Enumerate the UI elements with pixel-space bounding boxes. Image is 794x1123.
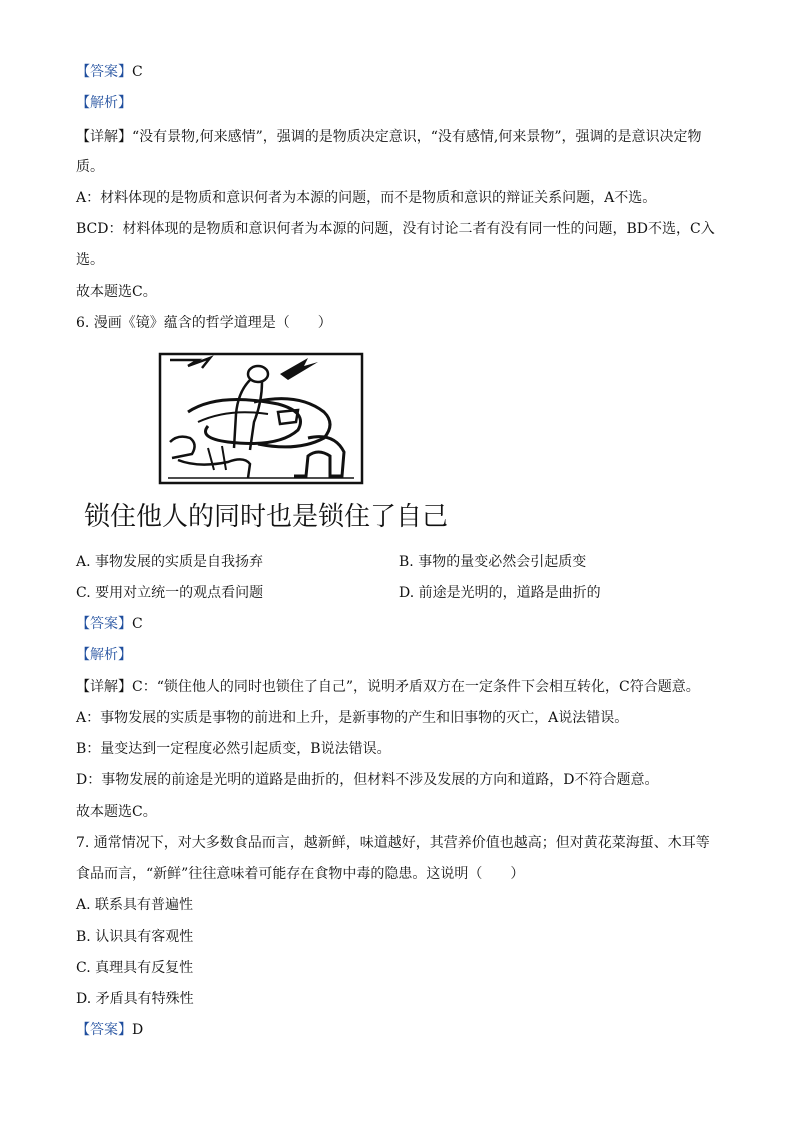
q6-conclusion: 故本题选C。 <box>76 804 157 820</box>
q6-option-d: D. 前途是光明的，道路是曲折的 <box>399 585 601 601</box>
q5-answer <box>76 62 143 82</box>
answer-value: C <box>132 64 143 80</box>
q5-option-bcd-analysis: BCD：材料体现的是物质和意识何者为本源的问题，没有讨论二者有没有同一性的问题，BD不选，C入 <box>76 221 715 237</box>
q5-detail <box>76 127 702 147</box>
detail-text: “没有景物,何来感情”，强调的是物质决定意识，“没有感情,何来景物”，强调的是意识决定物 <box>132 129 702 145</box>
q6-option-c: C. 要用对立统一的观点看问题 <box>76 585 264 601</box>
q5-option-bcd-analysis-cont: 选。 <box>76 252 104 268</box>
q6-answer <box>76 614 143 634</box>
cartoon-mirror-image <box>158 352 364 485</box>
q7-question: 7. 通常情况下，对大多数食品而言，越新鲜，味道越好，其营养价值也越高；但对黄花菜海蜇、木耳等 <box>76 835 710 851</box>
q6-question: 6. 漫画《镜》蕴含的哲学道理是（ ） <box>76 315 332 331</box>
q7-option-c: C. 真理具有反复性 <box>76 960 194 976</box>
q7-option-a: A. 联系具有普遍性 <box>76 897 194 913</box>
detail-text: C：“锁住他人的同时也锁住了自己”，说明矛盾双方在一定条件下会相互转化，C符合题意。 <box>132 679 700 695</box>
q5-detail-cont: 质。 <box>76 159 104 175</box>
q6-option-d-analysis: D：事物发展的前途是光明的道路是曲折的，但材料不涉及发展的方向和道路，D不符合题意。 <box>76 772 659 788</box>
answer-label: 【答案】 <box>76 64 132 80</box>
detail-label: 【详解】 <box>76 679 132 695</box>
detail-label: 【详解】 <box>76 129 132 145</box>
answer-value: C <box>132 616 143 632</box>
q6-detail <box>76 677 700 697</box>
q7-question-cont: 食品而言，“新鲜”往往意味着可能存在食物中毒的隐患。这说明（ ） <box>76 866 525 882</box>
q6-option-a: A. 事物发展的实质是自我扬弃 <box>76 554 264 570</box>
q5-analysis-label: 【解析】 <box>76 95 132 111</box>
answer-label: 【答案】 <box>76 616 132 632</box>
q7-option-d: D. 矛盾具有特殊性 <box>76 991 194 1007</box>
q6-analysis-label: 【解析】 <box>76 647 132 663</box>
q5-conclusion: 故本题选C。 <box>76 284 157 300</box>
q6-option-b-analysis: B：量变达到一定程度必然引起质变，B说法错误。 <box>76 741 391 757</box>
cartoon-caption: 锁住他人的同时也是锁住了自己 <box>84 502 449 532</box>
q5-option-a-analysis: A：材料体现的是物质和意识何者为本源的问题，而不是物质和意识的辩证关系问题，A不选。 <box>76 190 657 206</box>
answer-label: 【答案】 <box>76 1022 132 1038</box>
q6-option-b: B. 事物的量变必然会引起质变 <box>399 554 587 570</box>
q7-answer <box>76 1020 143 1040</box>
q6-option-a-analysis: A：事物发展的实质是事物的前进和上升，是新事物的产生和旧事物的灭亡，A说法错误。 <box>76 710 629 726</box>
q7-option-b: B. 认识具有客观性 <box>76 929 194 945</box>
answer-value: D <box>132 1022 144 1038</box>
